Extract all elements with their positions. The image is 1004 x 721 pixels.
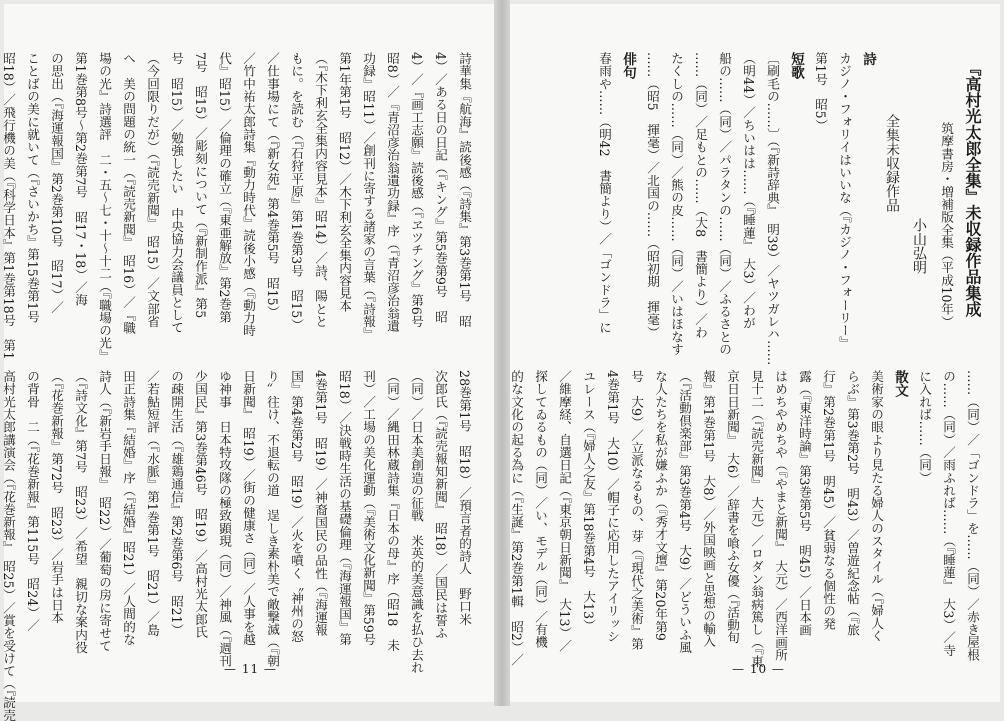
text-column: 昭8）／『青沼彦治翁遺功録』序（『青沼彦治翁遺 [385, 52, 400, 333]
document-subtitle: 筑摩書房・増補版全集（平成10年） [939, 122, 954, 328]
text-column: 船の……（同）／パラタンの……（同）／ふるさとの [717, 52, 732, 356]
text-column: に入れば……（同） [917, 370, 932, 484]
text-column: ことばの美に就いて（『さいかち』第15巻第1号 [25, 52, 40, 323]
text-column: の思出（『海運報国』第2巻第10号 昭17）／ [49, 52, 64, 314]
text-column: 報』第1巻第1号 大8）／外国映画と思想の輸入 [701, 370, 716, 648]
text-column: 的な文化の起る為に（『生誕』第2巻第1輯 昭2）／ [509, 370, 524, 667]
text-column: 刊）／工場の美化運動（『美術文化新聞』第59号 [361, 370, 376, 646]
text-column: 露（『東洋時論』第3巻第5号 明45）／日本画 [797, 370, 812, 637]
genre-heading: 散文 [892, 370, 908, 398]
text-column: 7号 昭15）／彫刻について（『新制作派』第5 [193, 52, 208, 319]
text-column: 美術家の眼より見たる婦人のスタイル（『婦人く [869, 370, 884, 642]
genre-heading: 短歌 [788, 52, 804, 80]
text-column: カジノ・フォリイはいいな（『カジノ・フォーリー』 [837, 52, 852, 350]
page-11-upper-block [1, 52, 476, 378]
genre-heading: 詩 [860, 52, 876, 66]
document-title: 『高村光太郎全集』未収録作品集成 [963, 60, 982, 317]
text-column: もに。を読む（『石狩平原』第1巻第3号 昭15） [289, 52, 304, 331]
text-column: ／若鮎短評（『水脈』第1巻第1号 昭21）／島 [145, 370, 160, 637]
text-column: （『活動倶楽部』第3巻第4号 大9）／どういふ風 [677, 370, 692, 654]
text-column: （明44）／ちいはは……（『睡蓮』 大3）／わが [741, 52, 756, 330]
section-title: 全集未収録作品 [884, 114, 900, 212]
text-column: な人たちを私が嫌ふか（『秀才文壇』第20年第9 [653, 370, 668, 641]
text-column: 詩人（『新岩手日報』 昭22）／葡萄の房に寄せて [97, 370, 112, 652]
text-column: （同）／日本美創造の征戦 米英的美意識を払ひ去れ [409, 370, 424, 674]
text-column: 28巻第1号 昭18）／預言者的詩人 野口米 [457, 370, 472, 626]
text-column: 昭18）／飛行機の美（『科学日本』第1巻第18号 第1 [1, 52, 16, 360]
text-column: 詩華集『航海』読後感（『詩集』第3巻第1号 昭 [457, 52, 472, 328]
text-column: ／竹中祐太郎詩集『動力時代』読後小感（『動力時 [241, 52, 256, 337]
text-column: 探してゐるもの（同）／い、モデル（同）／有機 [533, 370, 548, 649]
text-column: （『詩文化』第7号 昭23）／希望 親切な案内役 [73, 370, 88, 654]
text-column: 功録』昭11）／創刊に寄する諸家の言葉（『詩報』 [361, 52, 376, 341]
text-column: はめちやめちや（『やまと新聞』 大元）／西洋画所 [773, 370, 788, 661]
text-column: 4）／『画工志願』読後感（『ヱツチング』第6号 [409, 52, 424, 328]
text-column: 4）／ある日の日記（『キング』第5巻第9号 昭 [433, 52, 448, 323]
text-column: 第1年第1号 昭12）／木下利玄全集内容見本 [337, 52, 352, 312]
text-column: 見十二（『読売新聞』 大元）／ロダン翁病篤し（『東 [749, 370, 764, 668]
text-column: （今回限りだが）（『読売新聞』 昭15）／文部省 [145, 52, 160, 328]
text-column: ……（同）／「ゴンドラ」を……（同）／赤き屋根 [965, 370, 980, 661]
text-column: ／維摩経、自選日記（『東京朝日新聞』 大13）／ [557, 370, 572, 652]
text-column: 4巻第1号 昭19）／神裔国民の品性（『海運報 [313, 370, 328, 637]
text-column: 号 昭15）／勉強したい 中央協力会議員として [169, 52, 184, 334]
text-column: 国』第4巻第2号 昭19）／火を噴く〝神州の怒 [289, 370, 304, 643]
text-column: 代』昭15）／倫理の確立（『東亜解放』第2巻第 [217, 52, 232, 323]
page-11 [1, 4, 494, 721]
text-column: へ 美の問題の統一（『読売新聞』 昭16）／『職 [121, 52, 136, 334]
text-column: 少国民』第3巻第46号 昭19）／高村光太郎氏 [193, 370, 208, 639]
text-column: 京日日新聞』 大6）／辞書を喰ふ女優（『活動旬 [725, 370, 740, 644]
text-column: 第1号 昭5） [813, 52, 828, 132]
text-column: （同）／縄田林蔵詩集『日本の母』序（昭18 未 [385, 370, 400, 652]
text-column: 〔刷毛の……〕（『新詩辞典』 明39）／ヤツガレハ…… [765, 52, 780, 366]
text-column: 号 大9）／立派なるもの、芽（『現代之美術』第 [629, 370, 644, 651]
text-column: 高村光太郎講演会（『花巻新報』 昭25）／賞を受けて（『読売 [1, 370, 16, 721]
text-column: り〟往け、不退転の道 逞しき素朴美で敵撃滅（『朝 [265, 370, 280, 668]
text-column: ……（昭5 揮毫）／北国の……（昭初期 揮毫） [645, 52, 660, 339]
page-number: — 10 — [732, 662, 785, 676]
text-column: 日新聞』 昭19）／街の健康さ（同）／人事を越 [241, 370, 256, 646]
text-column: の……（同）／雨ふれば……（『睡蓮』 大3）／寺 [941, 370, 956, 657]
text-column: らぶ』第3巻第2号 明43）／曽遊紀念帖（『旅 [845, 370, 860, 637]
text-column: 次郎氏（『読売報知新聞』 昭18）／国民は誓ふ [433, 370, 448, 640]
text-column: ／仕事場にて（『新女苑』第4巻第5号 昭15） [265, 52, 280, 319]
page-10-lower-block [509, 370, 984, 696]
text-column: の疎開生活（『雄鶏通信』第2巻第6号 昭21） [169, 370, 184, 637]
page-number: — 11 — [224, 662, 277, 676]
text-column: （『木下利玄全集内容見本』昭14）／詩、陽とと [313, 52, 328, 328]
page-11-lower-block [1, 370, 476, 721]
text-column: ゆ神事 日本特攻隊の極致顕現（同）／神風（『週刊 [217, 370, 232, 668]
text-column: ……（同）／足もとの……（大8 書簡より）／わ [693, 52, 708, 339]
text-column: 第1巻第8号〜第2巻第7号 昭17・18）／海 [73, 52, 88, 307]
text-column: の背骨 二（『花巻新報』第115号 昭24）／ [25, 370, 40, 632]
text-column: 昭18）／決戦時生活の基礎倫理（『海運報国』第 [337, 370, 352, 646]
text-column: たくしの……（同）／熊の皮……（同）／いはほなす [669, 52, 684, 356]
page-10-upper-block [526, 52, 986, 378]
text-column: 行』第2巻第1号 明45）／貧弱なる個性の発 [821, 370, 836, 630]
text-column: 春雨や……（明42 書簡より）／「ゴンドラ」に [597, 52, 612, 334]
text-column: （『花巻新報』第72号 昭23）／岩手は日本 [49, 370, 64, 624]
genre-heading: 俳句 [620, 52, 636, 80]
text-column: ユレース（『婦人之友』第18巻第4号 大13） [581, 370, 596, 632]
text-column: 田正詩集『結婚』序（『結婚』昭21）／人間的な [121, 370, 136, 646]
text-column: 4巻第1号 大10）／帽子に応用したアイリッシ [605, 370, 620, 643]
page-10 [510, 4, 1000, 702]
author-name: 小山弘明 [911, 218, 927, 274]
text-column: 場の光』詩選評 二・五〜七・十〜十二（『職場の光』 [97, 52, 112, 362]
